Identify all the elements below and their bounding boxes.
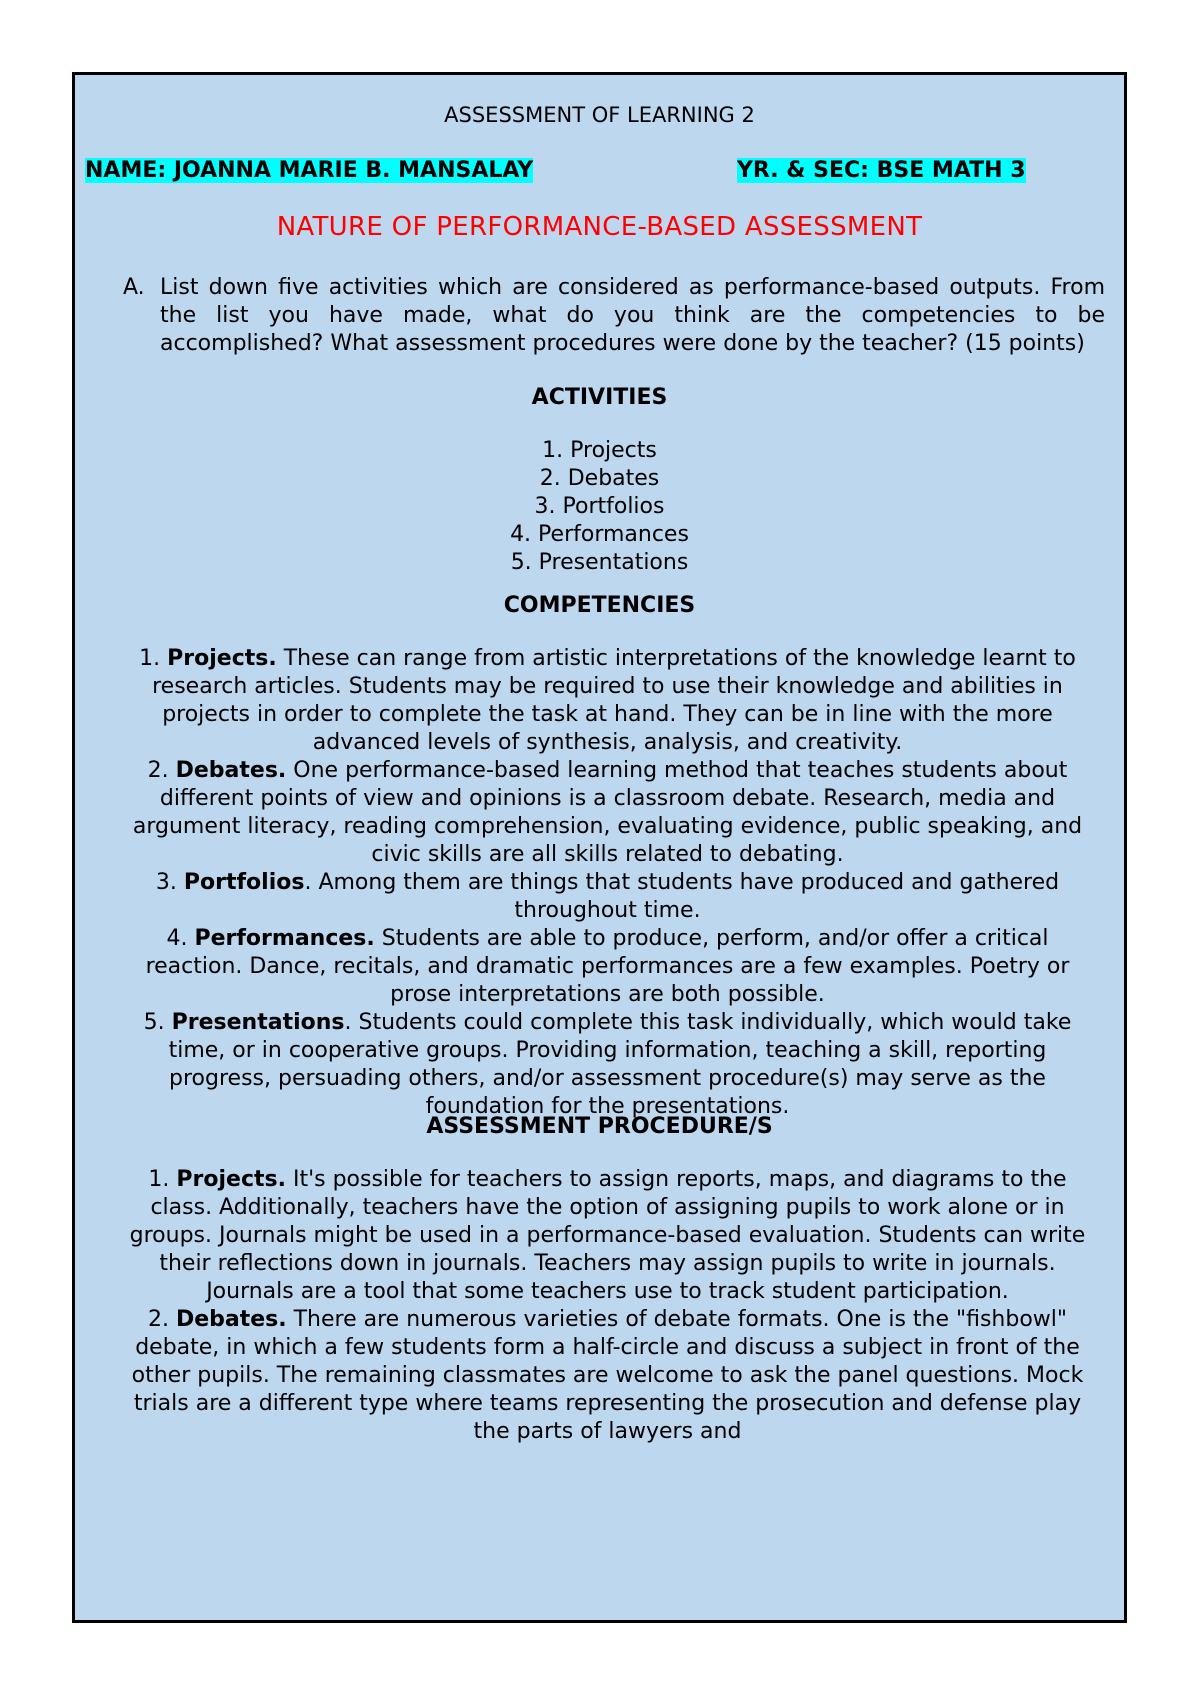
list-item [115, 925, 1100, 1009]
item-number: 1. [148, 1167, 170, 1192]
item-text: . Among them are things that students have produced and gathered throughout time. [304, 870, 1060, 923]
item-term: Debates. [175, 758, 287, 783]
list-item [115, 1009, 1100, 1121]
year-section [737, 157, 1026, 185]
list-item: 3. Portfolios [534, 494, 665, 519]
list-item: 5. Presentations [510, 550, 689, 575]
procedures-heading: ASSESSMENT PROCEDURE/S [426, 1114, 773, 1139]
item-number: 2. [147, 1307, 169, 1332]
item-term: Debates. [175, 1307, 287, 1332]
list-item: 1. Projects [542, 438, 657, 463]
list-item [115, 645, 1100, 757]
list-item [115, 1306, 1100, 1446]
item-text: There are numerous varieties of debate formats. One is the "fishbowl" debate, in which a few students form a half-circle and discuss a subject in front of the other pupils. The remaining classmates are welcome to ask the panel questions. Mock trials are a different type where teams representing the prosecution and defense play the parts of lawyers and [131, 1307, 1084, 1444]
question-text: List down five activities which are considered as performance-based outputs. From the list you have made, what do you think are the competencies to be accomplished? What assessment procedures were done by the teacher? (15 points) [160, 275, 1105, 356]
item-number: 3. [155, 870, 177, 895]
list-item: 4. Performances [510, 522, 689, 547]
competencies-heading: COMPETENCIES [503, 593, 696, 618]
item-text: One performance-based learning method that teaches students about different points of view and opinions is a classroom debate. Research, media and argument literacy, reading comprehension, evaluating evidence, public speaking, and civic skills are all skills related to debating. [132, 758, 1083, 867]
question-label: A. [123, 275, 145, 300]
procedures-list [115, 1166, 1100, 1446]
document-title: ASSESSMENT OF LEARNING 2 [444, 103, 755, 127]
activities-heading: ACTIVITIES [531, 385, 668, 410]
item-number: 5. [143, 1010, 165, 1035]
item-number: 1. [139, 646, 161, 671]
item-term: Projects. [176, 1167, 286, 1192]
list-item [115, 869, 1100, 925]
year-section-text: YR. & SEC: BSE MATH 3 [737, 158, 1026, 183]
item-text: . Students could complete this task individually, which would take time, or in cooperative groups. Providing information, teaching a skill, reporting progress, persuading others, and/or assessment procedure(s) may serve as the foundation for the presentations. [168, 1010, 1072, 1119]
item-number: 2. [147, 758, 169, 783]
question-a [123, 274, 1105, 358]
list-item [115, 1166, 1100, 1306]
student-name [85, 157, 533, 185]
competencies-list [115, 645, 1100, 1121]
list-item [115, 757, 1100, 869]
item-text: It's possible for teachers to assign reports, maps, and diagrams to the class. Additionally, teachers have the option of assigning pupils to work alone or in groups. Journals might be used in a performance-based evaluation. Students can write their reflections down in journals. Teachers may assign pupils to write in journals. Journals are a tool that some teachers use to track student participation. [129, 1167, 1086, 1304]
item-term: Portfolios [183, 870, 305, 895]
document-page [72, 72, 1127, 1623]
item-text: These can range from artistic interpretations of the knowledge learnt to research articles. Students may be required to use their knowledge and abilities in projects in order to complete the task at hand. They can be in line with the more advanced levels of synthesis, analysis, and creativity. [152, 646, 1076, 755]
section-title: NATURE OF PERFORMANCE-BASED ASSESSMENT [276, 212, 923, 242]
list-item: 2. Debates [539, 466, 660, 491]
activities-list [75, 437, 1124, 577]
student-name-text: NAME: JOANNA MARIE B. MANSALAY [85, 158, 534, 183]
item-term: Presentations [171, 1010, 345, 1035]
item-term: Performances. [194, 926, 375, 951]
item-term: Projects. [167, 646, 277, 671]
item-text: Students are able to produce, perform, and/or offer a critical reaction. Dance, recitals, and dramatic performances are a few examples. Poetry or prose interpretations are both possible. [145, 926, 1070, 1007]
item-number: 4. [166, 926, 188, 951]
